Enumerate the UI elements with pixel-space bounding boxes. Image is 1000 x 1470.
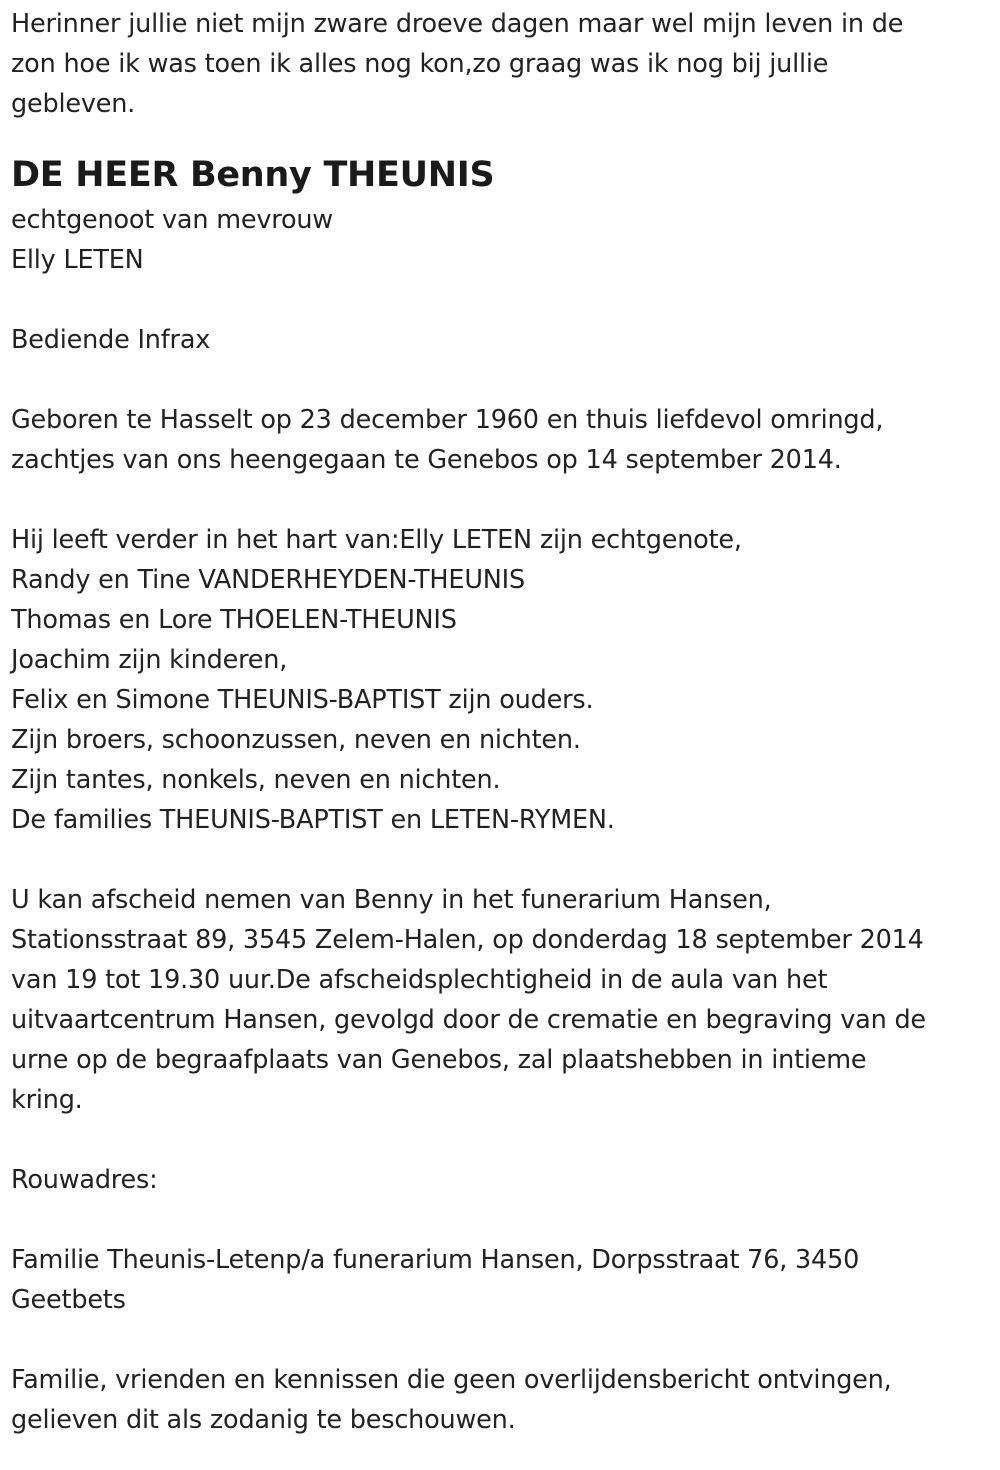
farewell-line: urne op de begraafplaats van Genebos, zal plaatshebben in intieme	[11, 1045, 867, 1075]
address-line: Familie Theunis-Letenp/a funerarium Hansen, Dorpsstraat 76, 3450	[11, 1245, 860, 1275]
deceased-name-title: DE HEER Benny THEUNIS	[11, 155, 495, 195]
birth-death-line: Geboren te Hasselt op 23 december 1960 en thuis liefdevol omringd,	[11, 405, 884, 435]
poem-line: Herinner jullie niet mijn zware droeve dagen maar wel mijn leven in de	[11, 9, 904, 39]
family-line: Hij leeft verder in het hart van:Elly LETEN zijn echtgenote,	[11, 525, 742, 555]
family-line: Joachim zijn kinderen,	[11, 645, 288, 675]
birth-death-line: zachtjes van ons heengegaan te Genebos op 14 september 2014.	[11, 445, 842, 475]
poem-line: gebleven.	[11, 89, 136, 119]
family-line: Felix en Simone THEUNIS-BAPTIST zijn ouders.	[11, 685, 594, 715]
rouwadres-address	[11, 1240, 1000, 1320]
farewell-line: van 19 tot 19.30 uur.De afscheidsplechtigheid in de aula van het	[11, 965, 828, 995]
spacer	[11, 124, 1000, 150]
farewell-line: Stationsstraat 89, 3545 Zelem-Halen, op donderdag 18 september 2014	[11, 925, 924, 955]
occupation: Bediende Infrax	[11, 325, 211, 355]
family-line: Zijn tantes, nonkels, neven en nichten.	[11, 765, 501, 795]
family-list	[11, 520, 1000, 840]
closing-line: gelieven dit als zodanig te beschouwen.	[11, 1405, 516, 1435]
family-line: Thomas en Lore THOELEN-THEUNIS	[11, 605, 457, 635]
spouse-line: Elly LETEN	[11, 245, 144, 275]
poem-line: zon hoe ik was toen ik alles nog kon,zo graag was ik nog bij jullie	[11, 49, 829, 79]
family-line: Zijn broers, schoonzussen, neven en nichten.	[11, 725, 581, 755]
closing-line: Familie, vrienden en kennissen die geen overlijdensbericht ontvingen,	[11, 1365, 892, 1395]
birth-death-info	[11, 400, 1000, 480]
farewell-line: uitvaartcentrum Hansen, gevolgd door de crematie en begraving van de	[11, 1005, 926, 1035]
farewell-line: U kan afscheid nemen van Benny in het funerarium Hansen,	[11, 885, 772, 915]
spacer	[11, 360, 1000, 400]
family-line: De families THEUNIS-BAPTIST en LETEN-RYMEN.	[11, 805, 615, 835]
poem	[11, 4, 1000, 124]
spouse-line: echtgenoot van mevrouw	[11, 205, 333, 235]
spacer	[11, 840, 1000, 880]
spacer	[11, 280, 1000, 320]
family-line: Randy en Tine VANDERHEYDEN-THEUNIS	[11, 565, 525, 595]
spouse-info	[11, 200, 1000, 280]
spacer	[11, 480, 1000, 520]
farewell-line: kring.	[11, 1085, 83, 1115]
spacer	[11, 1120, 1000, 1160]
rouwadres-label: Rouwadres:	[11, 1165, 158, 1195]
address-line: Geetbets	[11, 1285, 126, 1315]
spacer	[11, 1200, 1000, 1240]
farewell-info	[11, 880, 1000, 1120]
closing-note	[11, 1360, 1000, 1440]
spacer	[11, 1320, 1000, 1360]
